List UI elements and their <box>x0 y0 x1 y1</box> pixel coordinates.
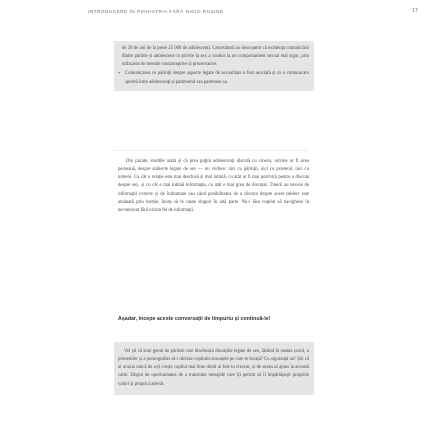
box-paragraph: de 30 de ani de la peste 25 000 de adolescenți. Cercetătorii au descoperit că existența comunicării dintre părinte și adolescent cu privire la sex a condus la un comportament sexual mai sigur, prin utilizarea de metode contraceptive și prezervative. <box>122 46 309 68</box>
section-subheading: Așadar, începe aceste conversații de timpuriu și continuă-le! <box>118 316 271 322</box>
running-header-title: INTRODUCERE ÎN PSIHIATRIA FĂRĂ NICIO RUȘINE <box>88 8 224 14</box>
box-bullet-item <box>118 70 309 86</box>
bullet-icon: • <box>118 71 121 78</box>
running-header <box>88 8 418 14</box>
body-paragraph: Din păcate, studiile arată și că prea puțini adolescenți discută cu cineva, oricine ar fi acea persoană, despre subiecte legate de sex — nu vorbesc nici cu părinții, nici cu prietenii, nici cu nimeni. Cu cât o relație este mai deschisă și mai intimă, cu atât ar fi mai potrivită pentru a discuta despre sex, și cu cât e mai intimă informația, cu atât e mai greu de discutat. Tinerii au nevoie de informații corecte și de îndrumare sau când posibilitatea de a discuta despre acest subiect este amânată prin inerție, încep să le caute singuri în altă parte. Nu-i lăsa copilul să navigheze în necunoscut fără niciun fel de informații. <box>118 159 309 213</box>
shaded-box-bottom <box>114 342 314 395</box>
shaded-box-top <box>114 41 314 91</box>
box-bottom-paragraph: Vei ști că sunt genul de părinte care blochează discuțiile legate de sex, lăsând în seama școlii, a prietenilor și a pornografiei să-i dicteze copilului mesajele pe care le învață? Cu siguranță nu! Știi că ai ocazia unică de a-ți crește copilul mai bine decât ai fost tu crescut, și de aceea ai ajuns la această carte. Dispui de oportunitatea de a transmite mesajele care îți permit să îi împărtășești propriile valori și propriul adevăr. <box>118 349 309 387</box>
page-number: 17 <box>411 8 418 14</box>
body-column <box>118 158 309 215</box>
box-bullet-text: Comunicarea cu părinții despre aspecte legate de sexualitate a fost asociată și cu o comunicare sporită între adolescenți și partenerul sau partenera sa. <box>125 71 309 85</box>
section-divider <box>114 150 309 151</box>
